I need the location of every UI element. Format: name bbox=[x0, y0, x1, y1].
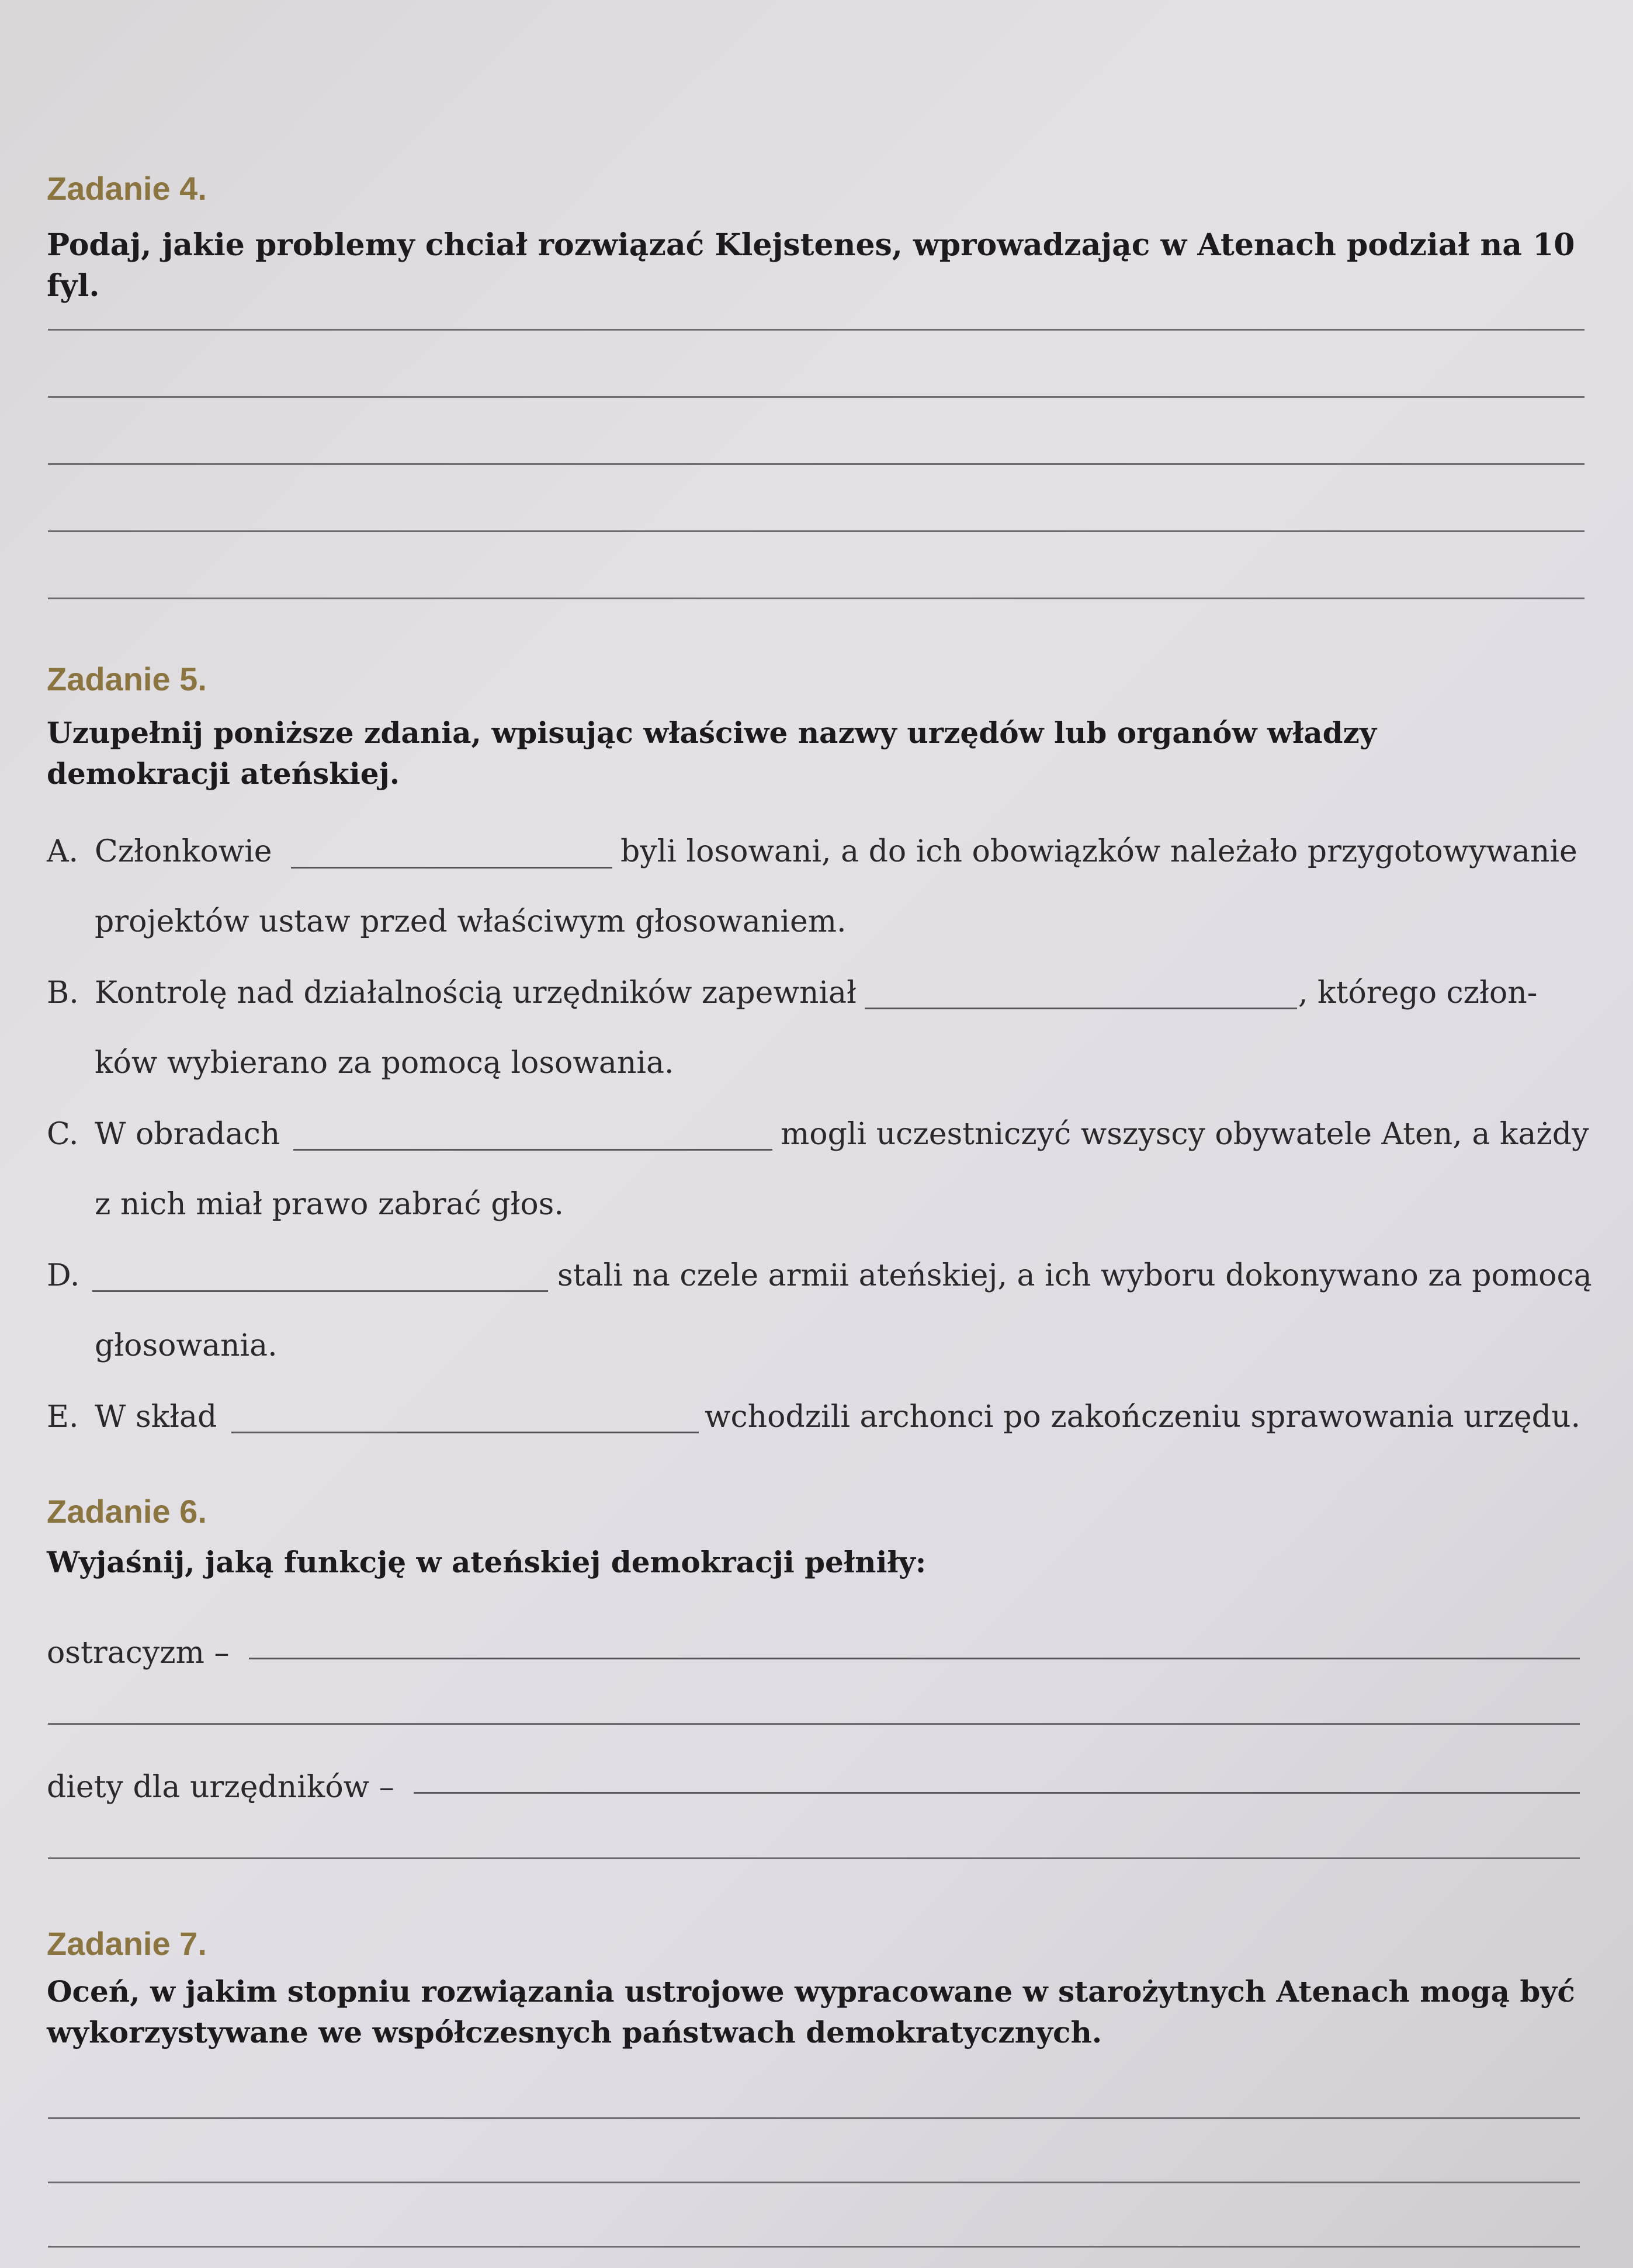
task6-instruction: Wyjaśnij, jaką funkcję w ateńskiej demokracji pełniły: bbox=[47, 1545, 927, 1579]
task5-heading: Zadanie 5. bbox=[47, 661, 207, 697]
task7-instruction: Oceń, w jakim stopniu rozwiązania ustrojowe wypracowane w starożytnych Atenach mogą być wykorzystywane we współczesnych państwach demokratycznych. bbox=[47, 1974, 1575, 2050]
task4-answer-line-5[interactable] bbox=[48, 598, 1585, 599]
item-c-text-after: mogli uczestniczyć wszyscy obywatele Aten, a każdy bbox=[781, 1117, 1589, 1152]
item-a-text-before: Członkowie bbox=[95, 834, 272, 869]
item-d-blank[interactable] bbox=[92, 1290, 548, 1292]
task7-heading: Zadanie 7. bbox=[47, 1925, 207, 1962]
item-c-letter: C. bbox=[47, 1117, 79, 1152]
task7-answer-line-2[interactable] bbox=[48, 2182, 1580, 2183]
task4-answer-line-2[interactable] bbox=[48, 396, 1585, 398]
task7-answer-line-1[interactable] bbox=[48, 2117, 1580, 2119]
item-c-blank[interactable] bbox=[293, 1149, 772, 1151]
item-d-continuation: głosowania. bbox=[95, 1328, 278, 1363]
item-c-text-before: W obradach bbox=[95, 1117, 280, 1152]
item-e-text-before: W skład bbox=[95, 1399, 217, 1435]
ostracism-answer-line-2[interactable] bbox=[48, 1723, 1580, 1725]
diets-answer-line-2[interactable] bbox=[48, 1857, 1580, 1859]
item-e-blank[interactable] bbox=[231, 1432, 699, 1433]
item-a-blank[interactable] bbox=[291, 867, 612, 869]
item-a-continuation: projektów ustaw przed właściwym głosowaniem. bbox=[95, 904, 847, 939]
item-d-text-after: stali na czele armii ateńskiej, a ich wyboru dokonywano za pomocą bbox=[557, 1258, 1592, 1293]
ostracism-label: ostracyzm – bbox=[47, 1635, 230, 1670]
item-c-continuation: z nich miał prawo zabrać głos. bbox=[95, 1187, 564, 1222]
item-d-letter: D. bbox=[47, 1258, 80, 1293]
item-b-text-before: Kontrolę nad działalnością urzędników zapewniał bbox=[95, 975, 857, 1010]
item-a-letter: A. bbox=[47, 834, 79, 869]
item-e-text-after: wchodzili archonci po zakończeniu sprawowania urzędu. bbox=[705, 1399, 1580, 1435]
task4-heading: Zadanie 4. bbox=[47, 170, 207, 207]
task4-instruction: Podaj, jakie problemy chciał rozwiązać Klejstenes, wprowadzając w Atenach podział na 10 fyl. bbox=[47, 227, 1575, 304]
task6-heading: Zadanie 6. bbox=[47, 1493, 207, 1530]
item-e-letter: E. bbox=[47, 1399, 79, 1435]
diets-answer-line-1[interactable] bbox=[414, 1792, 1580, 1794]
item-b-blank[interactable] bbox=[865, 1008, 1297, 1009]
task5-instruction: Uzupełnij poniższe zdania, wpisując właściwe nazwy urzędów lub organów władzy demokracji ateńskiej. bbox=[47, 716, 1377, 791]
ostracism-answer-line-1[interactable] bbox=[249, 1658, 1580, 1659]
task4-answer-line-3[interactable] bbox=[48, 463, 1585, 465]
task7-answer-line-3[interactable] bbox=[48, 2246, 1580, 2248]
diets-label: diety dla urzędników – bbox=[47, 1770, 394, 1805]
task4-answer-line-1[interactable] bbox=[48, 329, 1585, 331]
item-a-text-after: byli losowani, a do ich obowiązków należało przygotowywanie bbox=[620, 834, 1577, 869]
item-b-letter: B. bbox=[47, 975, 79, 1010]
task4-answer-line-4[interactable] bbox=[48, 530, 1585, 532]
item-b-continuation: ków wybierano za pomocą losowania. bbox=[95, 1046, 674, 1081]
item-b-text-after: , którego człon- bbox=[1298, 975, 1538, 1010]
